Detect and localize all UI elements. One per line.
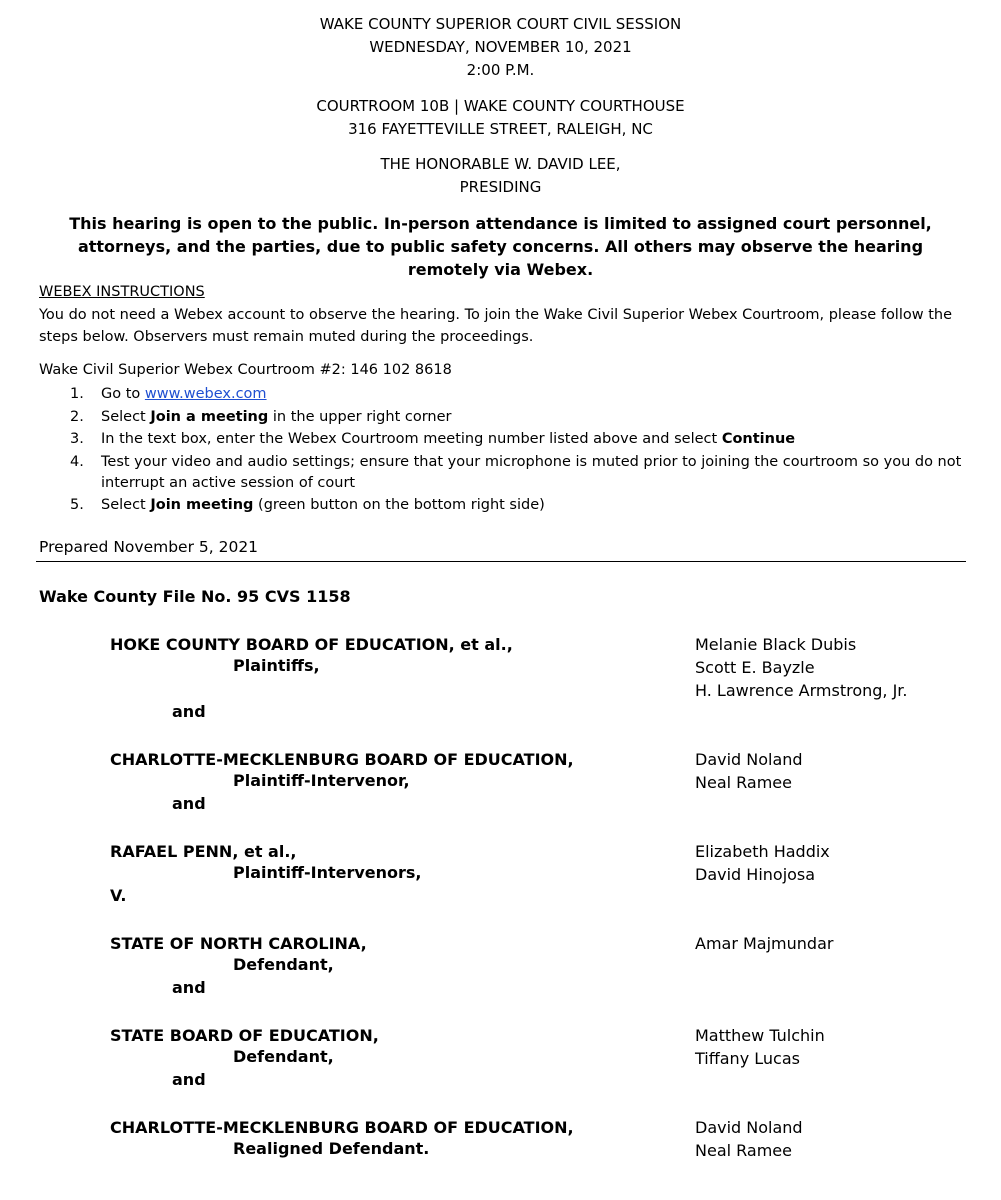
step-text: in the upper right corner (268, 408, 452, 425)
counsel-name: Matthew Tulchin (695, 1026, 825, 1045)
step-text: In the text box, enter the Webex Courtroom meeting number listed above and select (101, 431, 722, 447)
conjunction: and (172, 794, 206, 813)
counsel-name: David Noland (695, 1118, 803, 1137)
location-block (0, 95, 1001, 141)
counsel-list (695, 932, 833, 955)
step-text: Test your video and audio settings; ensure that your microphone is muted prior to joining the courtroom so you do not interrupt an active session of court (101, 453, 962, 491)
counsel-list (695, 840, 830, 886)
party-role: Plaintiffs, (233, 656, 320, 675)
step-bold: Join meeting (150, 497, 254, 513)
webex-steps (70, 384, 970, 518)
counsel-name: Amar Majmundar (695, 934, 834, 953)
webex-instructions (39, 281, 969, 349)
counsel-name: Elizabeth Haddix (695, 842, 830, 861)
counsel-name: Scott E. Bayzle (695, 658, 815, 677)
prepared-date: Prepared November 5, 2021 (39, 538, 259, 556)
step-number: 4. (70, 453, 84, 470)
party-role: Plaintiff-Intervenors, (233, 863, 422, 882)
divider (36, 561, 966, 562)
step-text: (green button on the bottom right side) (253, 497, 545, 513)
party-name: CHARLOTTE-MECKLENBURG BOARD OF EDUCATION, (110, 750, 574, 769)
party-name: STATE BOARD OF EDUCATION, (110, 1026, 379, 1045)
party-role: Realigned Defendant. (233, 1139, 430, 1158)
courtroom-location: COURTROOM 10B | WAKE COUNTY COURTHOUSE (316, 97, 685, 115)
public-notice: This hearing is open to the public. In-person attendance is limited to assigned court personnel, attorneys, and the parties, due to public safety concerns. All others may observe the hearing remotely via Webex. (69, 214, 932, 279)
judge-block (0, 153, 1001, 199)
step-item (70, 429, 970, 450)
party-name: RAFAEL PENN, et al., (110, 842, 297, 861)
step-item (70, 495, 970, 516)
judge-role: PRESIDING (459, 178, 542, 196)
party-name: STATE OF NORTH CAROLINA, (110, 934, 367, 953)
counsel-name: Tiffany Lucas (695, 1049, 800, 1068)
party-name: CHARLOTTE-MECKLENBURG BOARD OF EDUCATION, (110, 1118, 574, 1137)
step-text: Go to (101, 386, 145, 402)
step-item (70, 384, 970, 405)
counsel-name: Neal Ramee (695, 1141, 792, 1160)
step-item (70, 452, 970, 494)
step-bold: Continue (721, 431, 796, 447)
step-number: 1. (70, 386, 84, 402)
street-address: 316 FAYETTEVILLE STREET, RALEIGH, NC (348, 120, 653, 138)
conjunction: and (172, 978, 206, 997)
webex-link[interactable]: www.webex.com (144, 386, 267, 402)
judge-name: THE HONORABLE W. DAVID LEE, (380, 155, 621, 173)
step-item (70, 407, 970, 428)
counsel-list (695, 1116, 803, 1162)
session-header (0, 13, 1001, 82)
file-number: Wake County File No. 95 CVS 1158 (39, 587, 351, 606)
conjunction: and (172, 1070, 206, 1089)
step-bold: Join a meeting (150, 408, 269, 425)
webex-courtroom-number: Wake Civil Superior Webex Courtroom #2: 146 102 8618 (39, 362, 452, 378)
session-time: 2:00 P.M. (466, 61, 535, 79)
counsel-list (695, 1024, 825, 1070)
step-text: Select (101, 408, 151, 425)
session-date: WEDNESDAY, NOVEMBER 10, 2021 (369, 38, 632, 56)
step-number: 2. (70, 408, 84, 425)
counsel-list (695, 633, 908, 702)
counsel-name: David Hinojosa (695, 865, 816, 884)
versus: V. (110, 886, 127, 905)
counsel-name: H. Lawrence Armstrong, Jr. (695, 681, 908, 700)
party-role: Plaintiff-Intervenor, (233, 771, 410, 790)
party-role: Defendant, (233, 955, 334, 974)
step-text: Select (101, 497, 151, 513)
party-role: Defendant, (233, 1047, 334, 1066)
counsel-name: Melanie Black Dubis (695, 635, 857, 654)
webex-title: WEBEX INSTRUCTIONS (39, 284, 205, 300)
counsel-name: David Noland (695, 750, 803, 769)
step-number: 3. (70, 431, 84, 447)
counsel-list (695, 748, 803, 794)
step-number: 5. (70, 497, 84, 513)
webex-intro: You do not need a Webex account to observe the hearing. To join the Wake Civil Superior Webex Courtroom, please follow the steps below. Observers must remain muted during the proceedings. (39, 306, 953, 345)
counsel-name: Neal Ramee (695, 773, 792, 792)
session-title: WAKE COUNTY SUPERIOR COURT CIVIL SESSION (319, 15, 682, 33)
conjunction: and (172, 702, 206, 721)
party-name: HOKE COUNTY BOARD OF EDUCATION, et al., (110, 635, 513, 654)
